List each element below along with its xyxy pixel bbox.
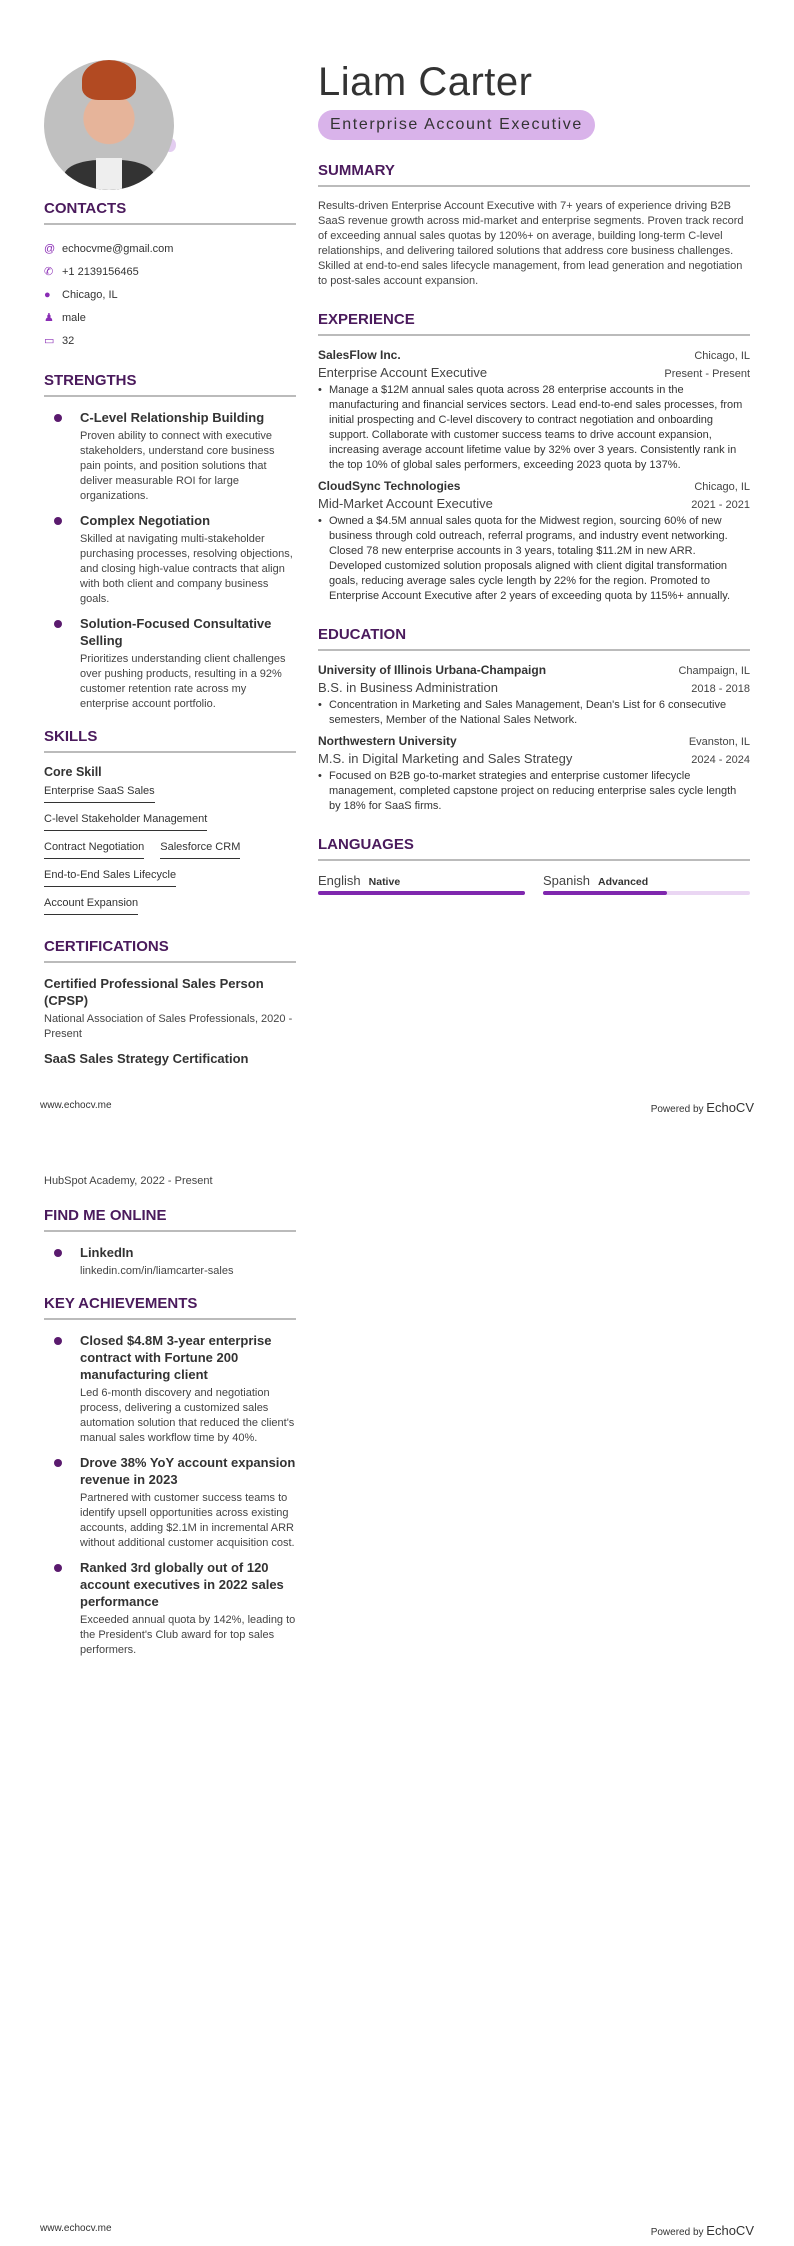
summary-text: Results-driven Enterprise Account Executive with 7+ years of experience driving B2B SaaS revenue growth across mid-market and enterprise segments. Proven track record of exceeding annual sales quotas by 120%+ on average, building long-term C-level relationships, and delivering tailored solutions that address core business challenges. Skilled at end-to-end sales lifecycle management, from lead generation and negotiation to post-sales account expansion. bbox=[318, 200, 744, 287]
job-dates: 2021 - 2021 bbox=[691, 499, 750, 511]
resume-page-2 bbox=[0, 1123, 794, 2246]
job-location: Chicago, IL bbox=[694, 350, 750, 362]
footer-site-link[interactable]: www.echocv.me bbox=[40, 2223, 112, 2234]
footer-powered bbox=[651, 2223, 754, 2238]
contact-gender bbox=[44, 306, 296, 329]
education-bullet: • Concentration in Marketing and Sales Management, Dean's List for 6 consecutive semesters, Member of the National Sales Network. bbox=[318, 698, 750, 728]
experience-section bbox=[318, 311, 750, 604]
job-role: Enterprise Account Executive bbox=[318, 365, 488, 380]
company-name: SalesFlow Inc. bbox=[318, 348, 401, 362]
company-name: CloudSync Technologies bbox=[318, 479, 461, 493]
phone-icon: ✆ bbox=[44, 266, 54, 278]
languages-section bbox=[318, 836, 750, 895]
footer-powered bbox=[651, 1100, 754, 1115]
education-bullet: • Focused on B2B go-to-market strategies and enterprise customer lifecycle management, completed capstone project on reducing enterprise sales cycle length by 18% for SaaS firms. bbox=[318, 769, 750, 814]
strength-item bbox=[44, 409, 296, 504]
skill-tag: Salesforce CRM bbox=[160, 838, 240, 859]
job-dates: Present - Present bbox=[664, 368, 750, 380]
achievement-item bbox=[44, 1559, 296, 1658]
photo-hair bbox=[82, 60, 136, 100]
section-heading: CERTIFICATIONS bbox=[44, 938, 296, 963]
experience-entry bbox=[318, 479, 750, 604]
powered-label: Powered by bbox=[650, 1104, 704, 1115]
language-name: Spanish bbox=[543, 873, 590, 888]
online-section bbox=[44, 1207, 296, 1279]
achievement-desc: Led 6-month discovery and negotiation process, delivering a customized sales automation solution that reduced the client's manual sales workflow time by 40%. bbox=[80, 1387, 295, 1444]
contact-age bbox=[44, 329, 296, 352]
achievement-title: Closed $4.8M 3-year enterprise contract with Fortune 200 manufacturing client bbox=[80, 1333, 272, 1382]
location-icon: ● bbox=[44, 288, 51, 301]
job-title-badge: Enterprise Account Executive bbox=[318, 110, 595, 140]
education-dates: 2018 - 2018 bbox=[691, 683, 750, 695]
page-footer bbox=[40, 2223, 754, 2238]
contact-text: +1 2139156465 bbox=[62, 265, 139, 278]
achievements-section bbox=[44, 1295, 296, 1658]
calendar-icon: ▭ bbox=[44, 335, 55, 347]
skill-tag: C-level Stakeholder Management bbox=[44, 810, 207, 831]
contact-location bbox=[44, 283, 296, 306]
achievement-desc: Exceeded annual quota by 142%, leading to the President's Club award for top sales performers. bbox=[80, 1614, 296, 1656]
school-location: Champaign, IL bbox=[678, 665, 750, 677]
profile-photo-area bbox=[44, 60, 184, 195]
left-column bbox=[44, 1171, 296, 1666]
strength-desc: Proven ability to connect with executive stakeholders, understand core business pain points, and position solutions that deliver measurable ROI for large organizations. bbox=[80, 430, 275, 502]
linkedin-link[interactable]: linkedin.com/in/liamcarter-sales bbox=[80, 1265, 234, 1277]
section-heading: EXPERIENCE bbox=[318, 311, 750, 336]
achievement-desc: Partnered with customer success teams to identify upsell opportunities across existing accounts, adding $2.1M in incremental ARR without additional customer acquisition cost. bbox=[80, 1492, 295, 1549]
summary-section bbox=[318, 162, 750, 289]
language-bar bbox=[543, 891, 750, 895]
strength-title: Complex Negotiation bbox=[80, 513, 211, 528]
strength-desc: Prioritizes understanding client challenges over pushing products, resulting in a 92% customer retention rate across my enterprise account portfolio. bbox=[80, 653, 286, 710]
certifications-section bbox=[44, 938, 296, 1067]
right-column bbox=[318, 162, 750, 895]
cert-title: Certified Professional Sales Person (CPSP) bbox=[44, 976, 264, 1008]
cert-desc: National Association of Sales Professionals, 2020 - Present bbox=[44, 1013, 293, 1040]
powered-label: Powered by bbox=[650, 2227, 704, 2238]
contact-text: Chicago, IL bbox=[62, 288, 118, 301]
school-name: University of Illinois Urbana-Champaign bbox=[318, 663, 547, 677]
education-entry bbox=[318, 663, 750, 728]
contact-text: male bbox=[62, 311, 86, 324]
skill-group-title: Core Skill bbox=[44, 765, 102, 779]
contact-text: 32 bbox=[62, 334, 75, 347]
strengths-section bbox=[44, 372, 296, 712]
achievement-item bbox=[44, 1454, 296, 1551]
section-heading: KEY ACHIEVEMENTS bbox=[44, 1295, 296, 1320]
degree: B.S. in Business Administration bbox=[318, 680, 498, 695]
section-heading: FIND ME ONLINE bbox=[44, 1207, 296, 1232]
cert-desc: HubSpot Academy, 2022 - Present bbox=[44, 1175, 213, 1187]
language-level: Advanced bbox=[597, 876, 649, 888]
page-footer bbox=[40, 1100, 754, 1115]
language-bar-fill bbox=[318, 891, 525, 895]
strength-item bbox=[44, 512, 296, 607]
language-bar bbox=[318, 891, 525, 895]
section-heading: STRENGTHS bbox=[44, 372, 296, 397]
skill-tag: Enterprise SaaS Sales bbox=[44, 782, 155, 803]
language-bar-fill bbox=[543, 891, 667, 895]
profile-photo bbox=[44, 60, 174, 190]
education-section bbox=[318, 626, 750, 814]
contact-email[interactable] bbox=[44, 237, 296, 260]
language-item bbox=[318, 873, 525, 895]
contact-text: echocvme@gmail.com bbox=[62, 242, 174, 255]
footer-site-link[interactable]: www.echocv.me bbox=[40, 1100, 112, 1111]
section-heading: LANGUAGES bbox=[318, 836, 750, 861]
section-heading: SUMMARY bbox=[318, 162, 750, 187]
person-icon: ♟ bbox=[44, 312, 54, 324]
skill-tag: Contract Negotiation bbox=[44, 838, 144, 859]
contact-phone[interactable] bbox=[44, 260, 296, 283]
photo-shirt bbox=[96, 158, 122, 190]
experience-entry bbox=[318, 348, 750, 473]
job-location: Chicago, IL bbox=[694, 481, 750, 493]
achievement-title: Ranked 3rd globally out of 120 account executives in 2022 sales performance bbox=[80, 1560, 284, 1609]
cert-title: SaaS Sales Strategy Certification bbox=[44, 1051, 249, 1066]
achievement-title: Drove 38% YoY account expansion revenue in 2023 bbox=[80, 1455, 296, 1487]
online-title: LinkedIn bbox=[80, 1245, 134, 1260]
school-location: Evanston, IL bbox=[688, 736, 750, 748]
language-name: English bbox=[318, 873, 361, 888]
achievement-item bbox=[44, 1332, 296, 1446]
skills-list bbox=[44, 782, 296, 922]
job-role: Mid-Market Account Executive bbox=[318, 496, 493, 511]
skill-tag: Account Expansion bbox=[44, 894, 138, 915]
section-heading: SKILLS bbox=[44, 728, 296, 753]
left-column bbox=[44, 200, 296, 1067]
contacts-section bbox=[44, 200, 296, 352]
section-heading: EDUCATION bbox=[318, 626, 750, 651]
school-name: Northwestern University bbox=[318, 734, 457, 748]
skill-tag: End-to-End Sales Lifecycle bbox=[44, 866, 176, 887]
strength-desc: Skilled at navigating multi-stakeholder purchasing processes, resolving objections, and closing high-value contracts that align with both client and company business goals. bbox=[80, 533, 293, 605]
education-dates: 2024 - 2024 bbox=[691, 754, 750, 766]
at-icon: @ bbox=[44, 242, 56, 255]
section-heading: CONTACTS bbox=[44, 200, 296, 225]
brand-name: EchoCV bbox=[706, 2223, 754, 2238]
language-item bbox=[543, 873, 750, 895]
education-entry bbox=[318, 734, 750, 814]
strength-title: C-Level Relationship Building bbox=[80, 410, 265, 425]
strength-title: Solution-Focused Consultative Selling bbox=[80, 616, 272, 648]
job-bullet: • Manage a $12M annual sales quota across 28 enterprise accounts in the manufacturing and financial services sectors. Lead end-to-end sales processes, from initial prospecting and C-level discovery to contract negotiation and onboarding support. Collaborate with customer success teams to drive account expansion, increasing average account lifetime value by 32% over 3 years. Consistently rank in the top 10% of global sales performers, exceeding 2023 quota by 137%. bbox=[318, 383, 750, 473]
skills-section bbox=[44, 728, 296, 922]
strength-item bbox=[44, 615, 296, 712]
job-bullet: • Owned a $4.5M annual sales quota for the Midwest region, sourcing 60% of new business through cold outreach, referral programs, and industry event networking. Closed 78 new enterprise accounts in 3 years, totaling $11.2M in new ARR. Developed customized solution proposals aligned with client digital transformation goals, reducing average sales cycle length by 22% for the region. Promoted to Enterprise Account Executive after 2 years of exceeding quota by 115%+ annually. bbox=[318, 514, 750, 604]
brand-name: EchoCV bbox=[706, 1100, 754, 1115]
online-item[interactable] bbox=[44, 1244, 296, 1279]
language-level: Native bbox=[368, 876, 401, 888]
candidate-name: Liam Carter bbox=[318, 60, 533, 104]
degree: M.S. in Digital Marketing and Sales Strategy bbox=[318, 751, 573, 766]
